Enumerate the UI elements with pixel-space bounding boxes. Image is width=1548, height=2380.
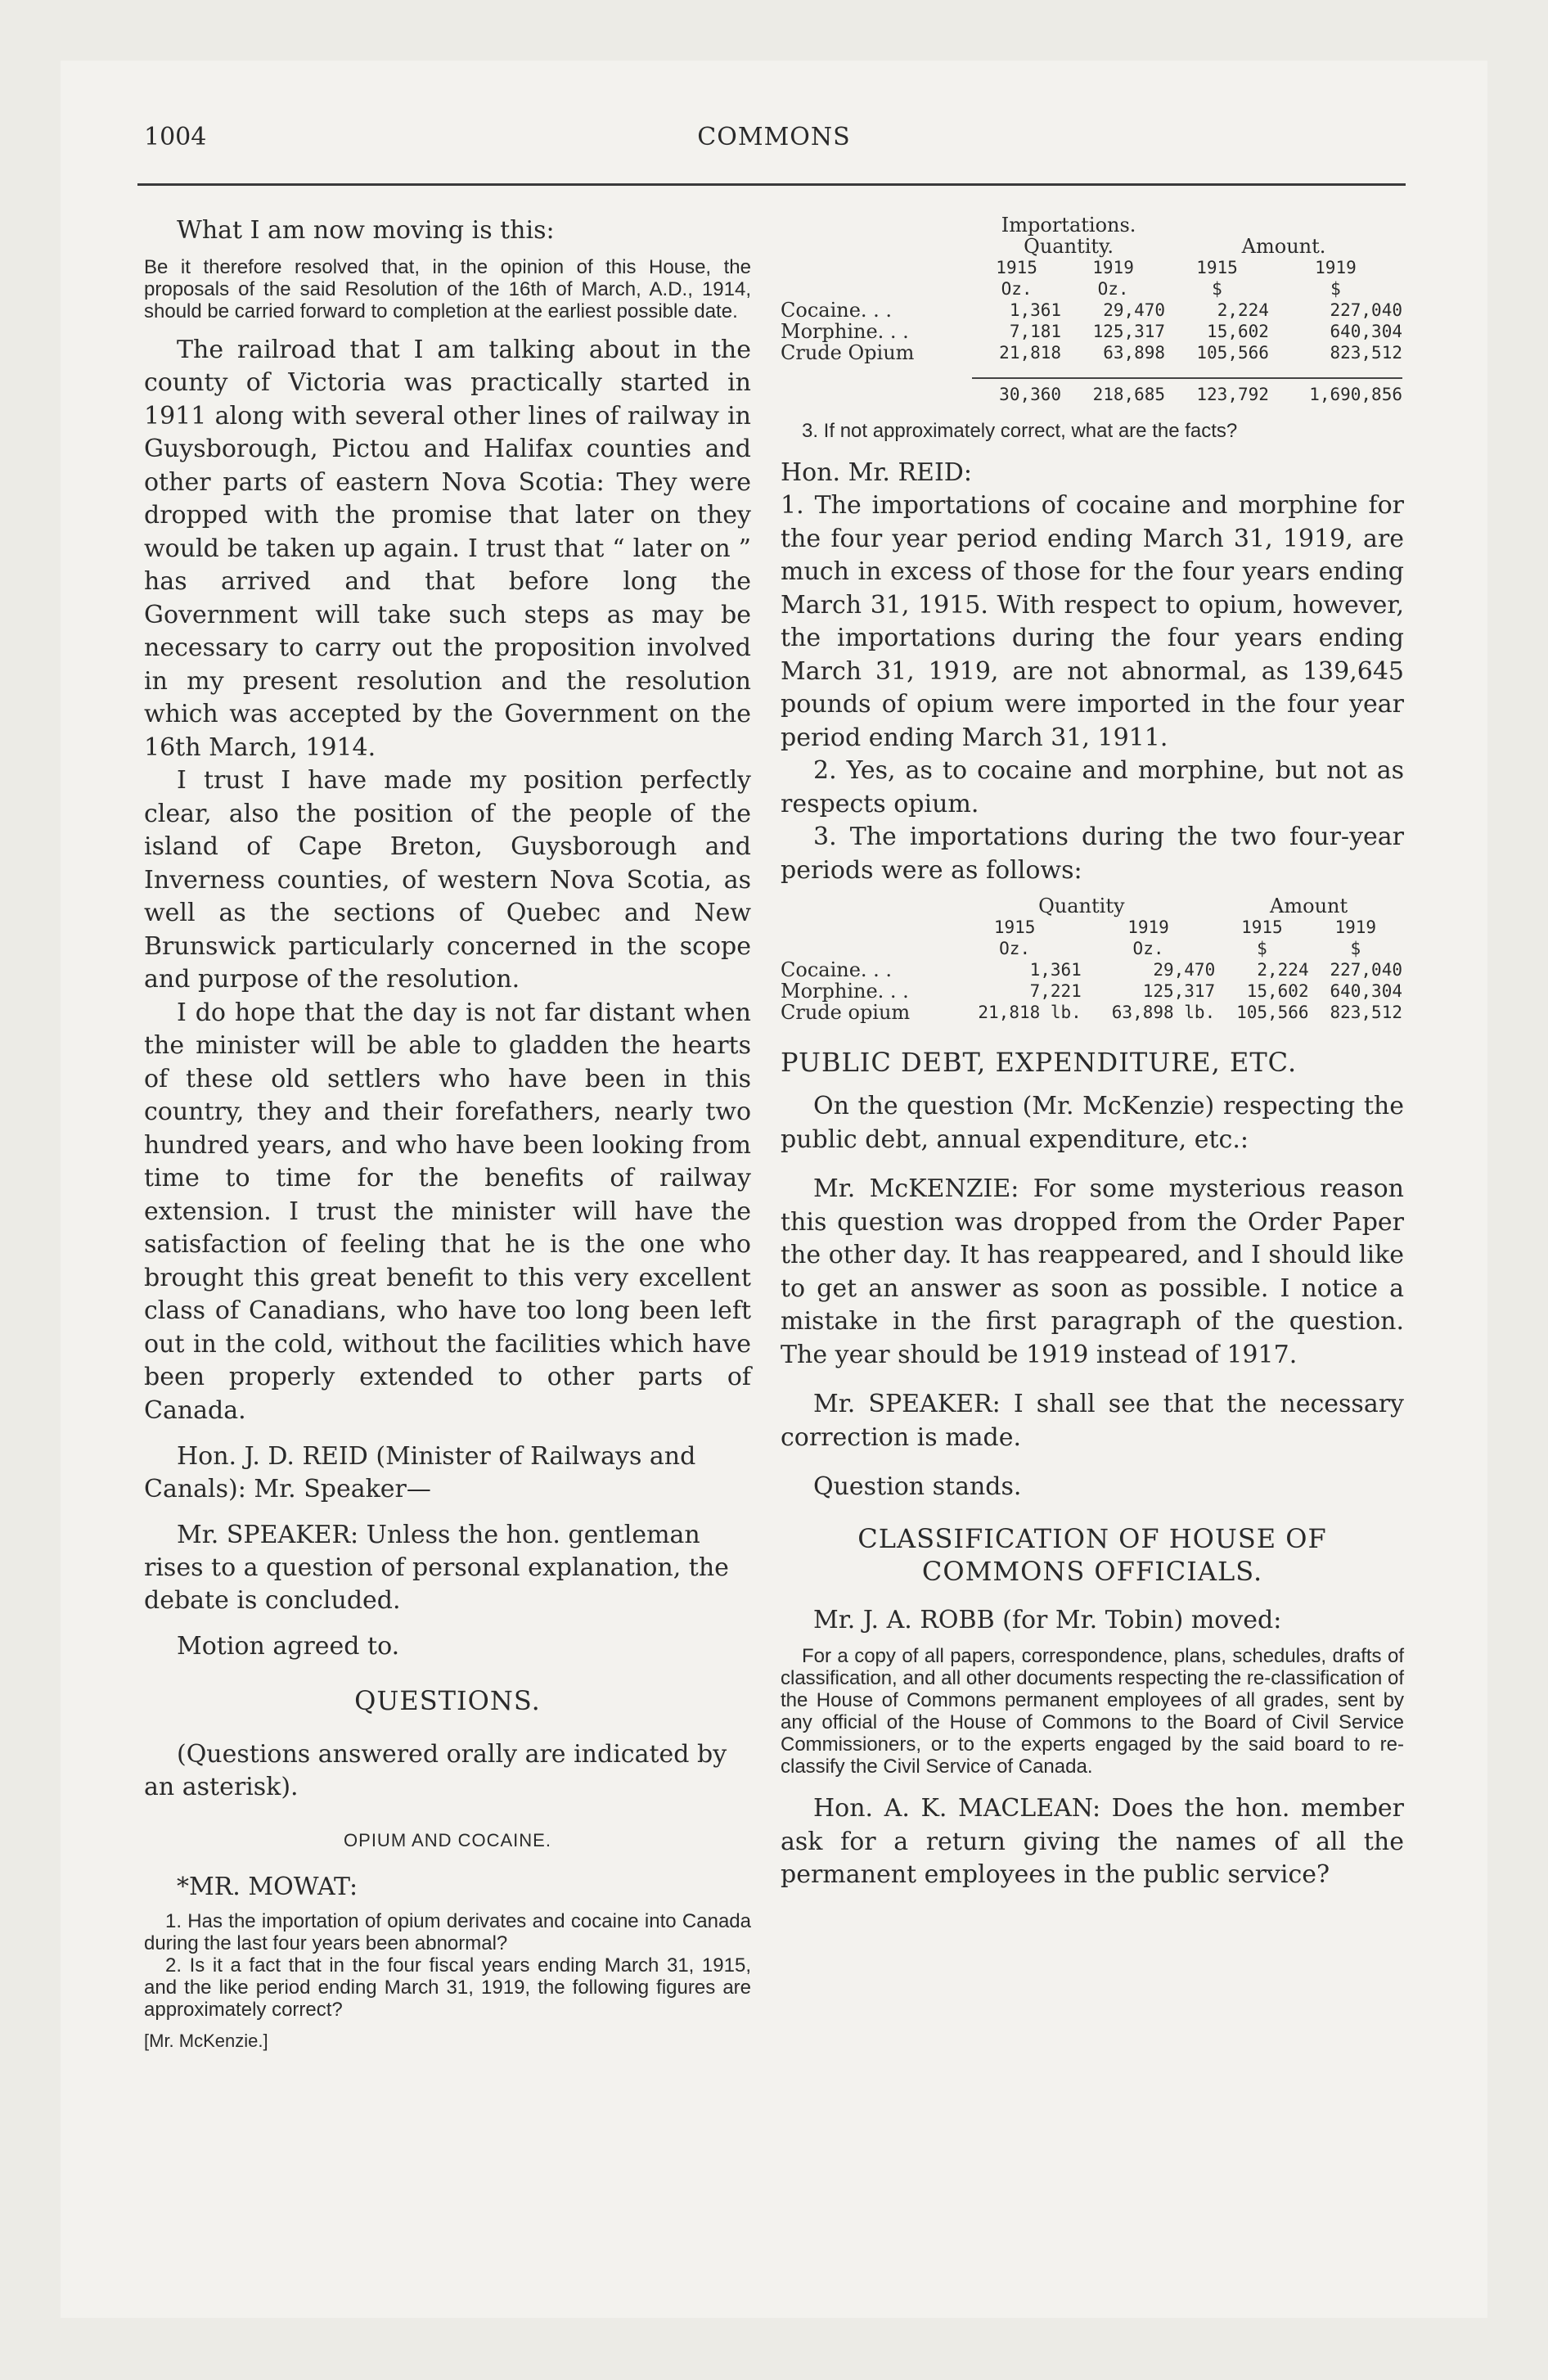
row-label: Crude Opium bbox=[781, 341, 915, 364]
running-head bbox=[144, 123, 1404, 156]
row-label: Cocaine. . . bbox=[781, 958, 893, 981]
table2-amount-label: Amount bbox=[1270, 895, 1348, 917]
right-column bbox=[781, 214, 1404, 1892]
reid-speech: Hon. J. D. REID (Minister of Railways and Canals): Mr. Speaker— bbox=[144, 1442, 696, 1503]
table2-unit: Oz. bbox=[1132, 939, 1164, 958]
answer-3: 3. The importations during the two four-year periods were as follows: bbox=[781, 823, 1404, 885]
table1-unit: $ bbox=[1212, 279, 1222, 299]
table1-amount-label: Amount. bbox=[1241, 235, 1326, 258]
question-stands: Question stands. bbox=[813, 1472, 1022, 1501]
table2-year: 1915 bbox=[993, 917, 1036, 937]
speaker-reply: Mr. SPEAKER: I shall see that the necessary correction is made. bbox=[781, 1390, 1404, 1452]
table2-year: 1915 bbox=[1241, 917, 1283, 937]
cell: 823,512 bbox=[1330, 1003, 1402, 1022]
cell: 63,898 bbox=[1103, 343, 1166, 363]
cell: 15,602 bbox=[1207, 322, 1269, 341]
total-cell: 123,792 bbox=[1165, 378, 1269, 405]
paragraph-position: I trust I have made my position perfectly clear, also the position of the people of the island of Cape Breton, Guysborough and Inverness counties, of western Nova Scotia, as well as the sections of Quebec and New Brunswick particularly concerned in the scope and purpose of the resolution. bbox=[144, 766, 751, 994]
cell: 105,566 bbox=[1236, 1003, 1309, 1022]
table-row bbox=[781, 959, 1402, 980]
left-column bbox=[144, 214, 751, 2053]
question-2: 2. Is it a fact that in the four fiscal years ending March 31, 1915, and the like period ending March 31, 1919, the following figures are approximately correct? bbox=[144, 1954, 751, 2021]
table2-unit: Oz. bbox=[999, 939, 1031, 958]
total-cell: 218,685 bbox=[1061, 378, 1165, 405]
table-row bbox=[781, 300, 1402, 321]
page-number: 1004 bbox=[144, 123, 207, 151]
table2-unit: $ bbox=[1257, 939, 1267, 958]
row-label: Morphine. . . bbox=[781, 320, 909, 343]
cell: 2,224 bbox=[1257, 960, 1309, 980]
row-label: Cocaine. . . bbox=[781, 299, 893, 322]
resolution-text: Be it therefore resolved that, in the opinion of this House, the proposals of the said Resolution of the 16th of March, A.D., 1914, should be carried forward to completion at the earliest possible date. bbox=[144, 255, 751, 322]
importations-table bbox=[781, 214, 1402, 405]
cell: 125,317 bbox=[1092, 322, 1166, 341]
cell: 29,470 bbox=[1103, 300, 1166, 320]
importations-table-2 bbox=[781, 895, 1402, 1023]
cell: 1,361 bbox=[1009, 300, 1062, 320]
cell: 125,317 bbox=[1142, 981, 1216, 1001]
debt-question-intro: On the question (Mr. McKenzie) respecting the public debt, annual expenditure, etc.: bbox=[781, 1092, 1404, 1154]
table2-year: 1919 bbox=[1334, 917, 1377, 937]
cell: 7,181 bbox=[1009, 322, 1062, 341]
questions-note: (Questions answered orally are indicated by an asterisk). bbox=[144, 1740, 727, 1801]
cell: 29,470 bbox=[1153, 960, 1216, 980]
total-cell: 30,360 bbox=[972, 378, 1061, 405]
answer-2: 2. Yes, as to cocaine and morphine, but not as respects opium. bbox=[781, 756, 1404, 818]
row-label: Crude opium bbox=[781, 1001, 911, 1024]
paragraph-railroad: The railroad that I am talking about in the county of Victoria was practically started in 1911 along with several other lines of railway in Guysborough, Pictou and Halifax counties and other parts of eastern Nova Scotia: They were dropped with the promise that later on they would be taken up again. I trust that “ later on ” has arrived and that before long the Government will take such steps as may be necessary to carry out the proposition involved in my present resolution and the resolution which was accepted by the Government on the 16th March, 1914. bbox=[144, 335, 751, 762]
cell: 640,304 bbox=[1330, 981, 1402, 1001]
paragraph-moving: What I am now moving is this: bbox=[177, 216, 555, 245]
signature: [Mr. McKenzie.] bbox=[144, 2031, 268, 2051]
cell: 823,512 bbox=[1330, 343, 1402, 363]
cell: 227,040 bbox=[1330, 960, 1402, 980]
cell: 15,602 bbox=[1246, 981, 1309, 1001]
motion-text: For a copy of all papers, correspondence, plans, schedules, drafts of classification, and all other documents respecting the re-classification of the House of Commons permanent employees of all grades, sent by any official of the House of Commons to the Board of Civil Service Commissioners, or to the experts engaged by the said board to re-classify the Civil Service of Canada. bbox=[781, 1645, 1404, 1778]
public-debt-heading: PUBLIC DEBT, EXPENDITURE, ETC. bbox=[781, 1047, 1298, 1078]
opium-heading: OPIUM AND COCAINE. bbox=[344, 1830, 551, 1850]
table1-quantity-label: Quantity. bbox=[1024, 235, 1114, 258]
cell: 2,224 bbox=[1217, 300, 1269, 320]
row-label: Morphine. . . bbox=[781, 980, 909, 1003]
motion-agreed: Motion agreed to. bbox=[177, 1632, 400, 1661]
table-row bbox=[781, 980, 1402, 1002]
table-row bbox=[781, 1002, 1402, 1023]
cell: 105,566 bbox=[1196, 343, 1269, 363]
reid-answer-heading: Hon. Mr. REID: bbox=[781, 458, 972, 487]
table2-year: 1919 bbox=[1127, 917, 1169, 937]
paragraph-hope: I do hope that the day is not far distant when the minister will be able to gladden the hearts of these old settlers who have been in this country, they and their forefathers, nearly two hundred years, and who have been looking from time to time for the benefits of railway extension. I trust the minister will have the satisfaction of feeling that he is the one who brought this great benefit to this very excellent class of Canadians, who have too long been left out in the cold, without the facilities which have been properly extended to other parts of Canada. bbox=[144, 998, 751, 1425]
table1-unit: Oz. bbox=[1001, 279, 1033, 299]
speaker-ruling: Mr. SPEAKER: Unless the hon. gentleman rises to a question of personal explanation, the debate is concluded. bbox=[144, 1521, 729, 1615]
table2-quantity-label: Quantity bbox=[1038, 895, 1125, 917]
running-title: COMMONS bbox=[697, 123, 851, 151]
table1-year: 1915 bbox=[996, 258, 1037, 277]
cell: 640,304 bbox=[1330, 322, 1402, 341]
total-cell: 1,690,856 bbox=[1269, 378, 1402, 405]
cell: 227,040 bbox=[1330, 300, 1402, 320]
classification-heading: CLASSIFICATION OF HOUSE OF COMMONS OFFICIALS. bbox=[857, 1522, 1327, 1587]
mowat-heading: *MR. MOWAT: bbox=[177, 1873, 358, 1901]
cell: 1,361 bbox=[1029, 960, 1082, 980]
totals-row bbox=[781, 378, 1402, 405]
table1-unit: $ bbox=[1330, 279, 1341, 299]
maclean-question: Hon. A. K. MACLEAN: Does the hon. member ask for a return giving the names of all the permanent employees in the public service? bbox=[781, 1794, 1404, 1889]
cell: 63,898 lb. bbox=[1111, 1003, 1216, 1022]
robb-motion-intro: Mr. J. A. ROBB (for Mr. Tobin) moved: bbox=[813, 1605, 1282, 1634]
cell: 7,221 bbox=[1029, 981, 1082, 1001]
header-rule bbox=[137, 183, 1406, 186]
table1-unit: Oz. bbox=[1097, 279, 1129, 299]
table1-title: Importations. bbox=[1001, 214, 1136, 237]
cell: 21,818 lb. bbox=[978, 1003, 1082, 1022]
table1-year: 1915 bbox=[1196, 258, 1238, 277]
table1-year: 1919 bbox=[1092, 258, 1134, 277]
table2-unit: $ bbox=[1350, 939, 1361, 958]
mckenzie-speech: Mr. McKENZIE: For some mysterious reason this question was dropped from the Order Paper the other day. It has reappeared, and I should like to get an answer as soon as possible. I notice a mistake in the first paragraph of the question. The year should be 1919 instead of 1917. bbox=[781, 1174, 1404, 1369]
cell: 21,818 bbox=[999, 343, 1062, 363]
table-row bbox=[781, 342, 1402, 363]
table1-year: 1919 bbox=[1315, 258, 1357, 277]
table-row bbox=[781, 321, 1402, 342]
question-3: 3. If not approximately correct, what are the facts? bbox=[802, 420, 1238, 442]
questions-heading: QUESTIONS. bbox=[354, 1685, 541, 1716]
answer-1: 1. The importations of cocaine and morphine for the four year period ending March 31, 1919, are much in excess of those for the four years ending March 31, 1915. With respect to opium, however, the importations during the four years ending March 31, 1919, are not abnormal, as 139,645 pounds of opium were imported in the four year period ending March 31, 1911. bbox=[781, 491, 1404, 752]
question-1: 1. Has the importation of opium derivates and cocaine into Canada during the last four years been abnormal? bbox=[144, 1910, 751, 1954]
